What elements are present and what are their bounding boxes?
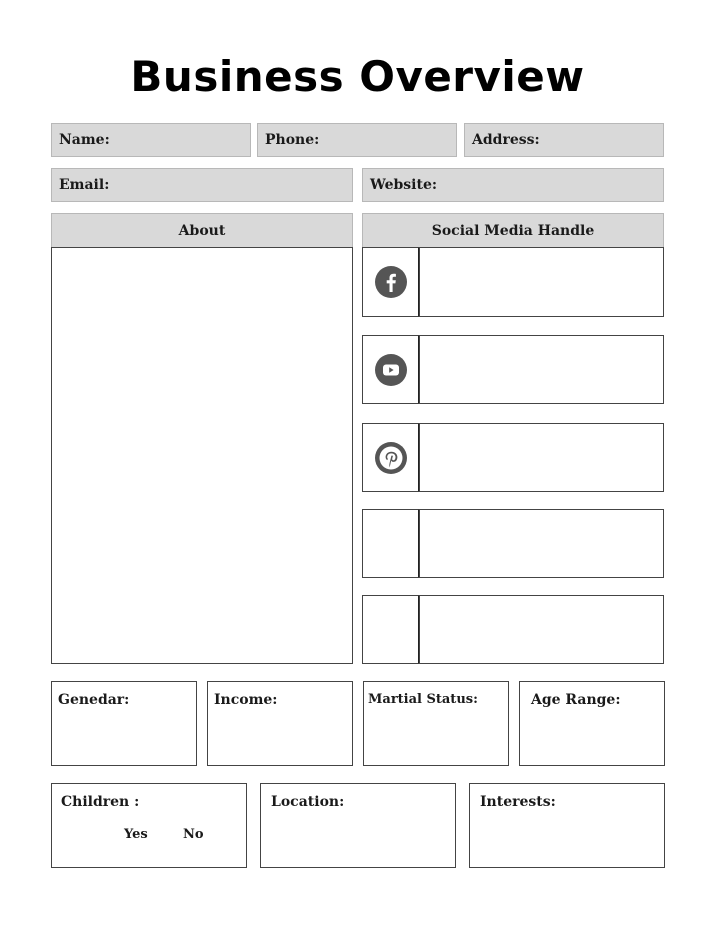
pinterest-icon-cell [362,423,420,492]
marital-status-field[interactable] [363,681,509,766]
social-icon-cell-5 [362,595,420,664]
pinterest-icon [375,442,407,474]
phone-label: Phone: [265,132,320,148]
gender-label: Genedar: [58,692,130,708]
address-label: Address: [472,132,540,148]
location-field[interactable] [260,783,456,868]
children-no-option[interactable]: No [183,827,204,842]
about-header-label: About [178,222,226,239]
page-title: Business Overview [130,52,585,101]
youtube-icon-cell [362,335,420,404]
about-header [51,213,353,248]
email-label: Email: [59,177,110,193]
facebook-icon-cell [362,247,420,317]
email-field[interactable] [51,168,353,202]
social-media-header [362,213,664,248]
social-handle-input-5[interactable] [419,595,664,664]
youtube-icon [375,354,407,386]
income-label: Income: [214,692,278,708]
about-textarea[interactable] [51,247,353,664]
social-handle-input-4[interactable] [419,509,664,578]
age-range-label: Age Range: [531,692,621,708]
pinterest-handle-input[interactable] [419,423,664,492]
name-field[interactable] [51,123,251,157]
age-range-field[interactable] [519,681,665,766]
facebook-handle-input[interactable] [419,247,664,317]
social-media-header-label: Social Media Handle [431,222,595,239]
gender-field[interactable] [51,681,197,766]
address-field[interactable] [464,123,664,157]
interests-label: Interests: [480,794,556,810]
youtube-handle-input[interactable] [419,335,664,404]
children-yes-option[interactable]: Yes [124,827,148,842]
children-label: Children : [61,794,140,810]
interests-field[interactable] [469,783,665,868]
location-label: Location: [271,794,345,810]
website-label: Website: [370,177,438,193]
facebook-icon [375,266,407,298]
children-field [51,783,247,868]
name-label: Name: [59,132,110,148]
income-field[interactable] [207,681,353,766]
website-field[interactable] [362,168,664,202]
marital-status-label: Martial Status: [368,692,478,707]
phone-field[interactable] [257,123,457,157]
social-icon-cell-4 [362,509,420,578]
